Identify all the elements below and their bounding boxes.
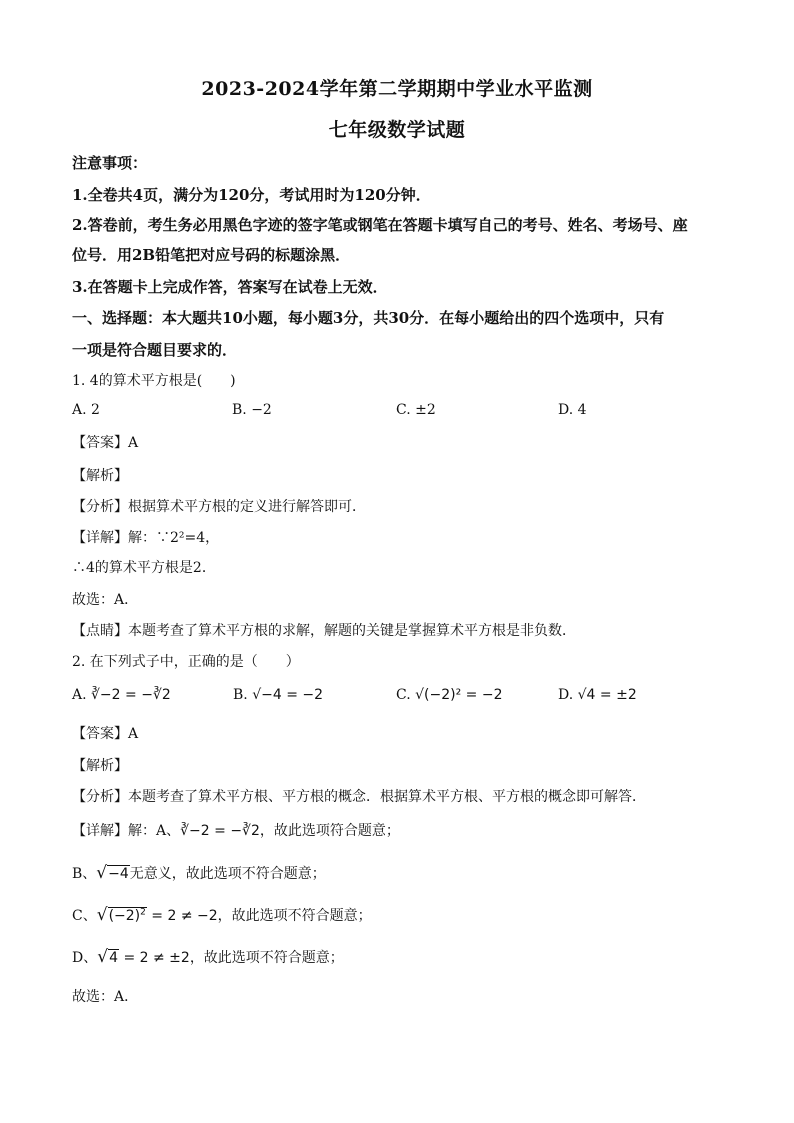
notes-heading: 注意事项： [72, 154, 148, 172]
question-1-option-b: B. −2 [232, 402, 272, 418]
question-2-answer: 【答案】A [72, 726, 139, 742]
question-1-fenxi: 【分析】根据算术平方根的定义进行解答即可． [72, 499, 366, 515]
question-2-detail-a [72, 820, 400, 840]
detail-d-expression: √4 = 2 ≠ ±2 [97, 947, 190, 967]
detail-a-prefix: 【详解】解：A、 [72, 823, 181, 839]
note-2-line-2: 位号．用2B铅笔把对应号码的标题涂黑． [72, 246, 351, 264]
document-title: 2023-2024学年第二学期期中学业水平监测 [201, 78, 593, 100]
question-2-option-b [233, 687, 323, 703]
note-1: 1.全卷共4页，满分为120分，考试用时为120分钟． [72, 186, 431, 204]
note-2-line-1: 2.答卷前，考生务必用黑色字迹的签字笔或钢笔在答题卡填写自己的考号、姓名、考场号、座 [72, 216, 688, 234]
detail-b-prefix: B、 [72, 866, 97, 882]
detail-b-suffix: 无意义，故此选项不符合题意； [129, 866, 326, 882]
question-2-option-d [558, 687, 637, 703]
question-1-stem: 1. 4的算术平方根是( ) [72, 373, 236, 389]
option-c-label: C. [396, 687, 411, 703]
option-c-expression: √(−2)² = −2 [415, 687, 503, 703]
question-2-detail-d [72, 947, 344, 967]
section-1-instructions-line-1: 一、选择题：本大题共10小题，每小题3分，共30分．在每小题给出的四个选项中，只有 [72, 309, 665, 327]
detail-a-suffix: ，故此选项符合题意； [259, 823, 400, 839]
question-1-therefore: ∴4的算术平方根是2． [72, 560, 216, 576]
detail-c-suffix: ，故此选项不符合题意； [217, 908, 372, 924]
question-1-option-a: A. 2 [72, 402, 100, 418]
question-2-stem: 2. 在下列式子中，正确的是（ ） [72, 654, 300, 670]
question-2-fenxi: 【分析】本题考查了算术平方根、平方根的概念．根据算术平方根、平方根的概念即可解答． [72, 789, 646, 805]
question-2-detail-b [72, 863, 326, 883]
question-2-choose: 故选：A． [72, 989, 139, 1005]
option-a-expression: ∛−2 = −∛2 [91, 687, 171, 703]
option-b-label: B. [233, 687, 248, 703]
question-2-analysis-label: 【解析】 [72, 758, 128, 774]
detail-d-suffix: ，故此选项不符合题意； [189, 950, 344, 966]
question-1-choose: 故选：A． [72, 592, 139, 608]
detail-a-expression: ∛−2 = −∛2 [180, 823, 260, 839]
question-2-option-a [72, 687, 171, 703]
detail-c-expression: $√(-2)^2 = 2 \ne -2$ [96, 905, 218, 925]
question-1-option-c: C. ±2 [396, 402, 436, 418]
question-1-analysis-label: 【解析】 [72, 468, 128, 484]
document-subtitle: 七年级数学试题 [328, 119, 466, 141]
detail-b-expression: √−4 [96, 863, 129, 883]
option-d-expression: √4 = ±2 [577, 687, 637, 703]
note-3: 3.在答题卡上完成作答，答案写在试卷上无效． [72, 278, 388, 296]
question-2-detail-c [72, 905, 372, 925]
question-1-answer: 【答案】A [72, 435, 139, 451]
option-a-label: A. [72, 687, 87, 703]
section-1-instructions-line-2: 一项是符合题目要求的． [72, 341, 238, 359]
detail-c-prefix: C、 [72, 908, 97, 924]
question-2-option-c [396, 687, 503, 703]
question-1-detail: 【详解】解：∵2²=4， [72, 530, 220, 546]
option-d-label: D. [558, 687, 574, 703]
detail-d-prefix: D、 [72, 950, 98, 966]
question-1-option-d: D. 4 [558, 402, 587, 418]
option-b-expression: √−4 = −2 [252, 687, 324, 703]
question-1-comment: 【点睛】本题考查了算术平方根的求解，解题的关键是掌握算术平方根是非负数． [72, 623, 576, 639]
